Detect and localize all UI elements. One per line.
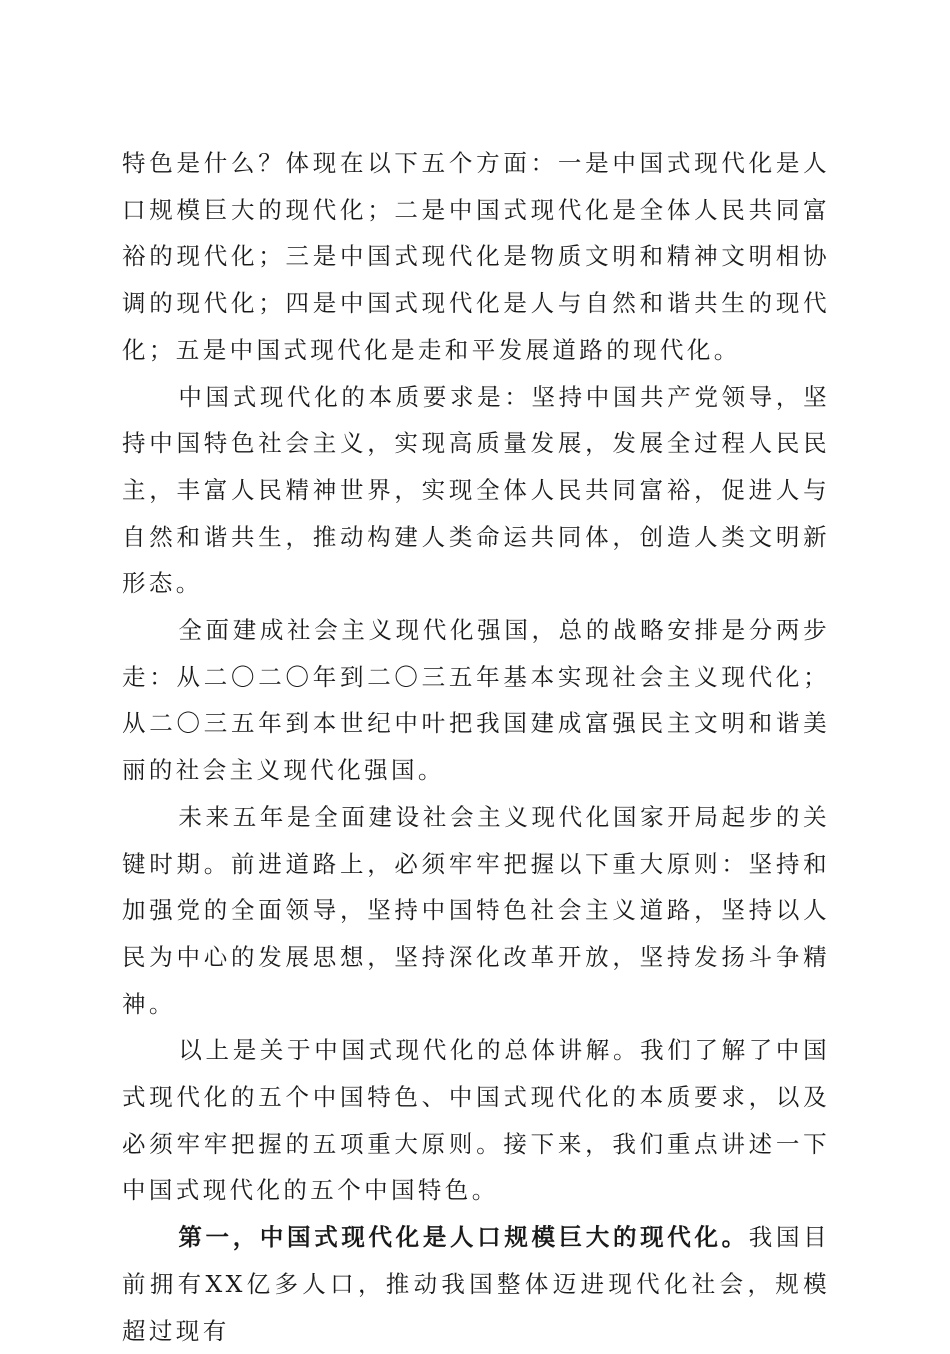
paragraph-6 — [122, 1214, 830, 1354]
paragraph-4: 未来五年是全面建设社会主义现代化国家开局起步的关键时期。前进道路上，必须牢牢把握以下重大原则：坚持和加强党的全面领导，坚持中国特色社会主义道路，坚持以人民为中心的发展思想，坚持深化改革开放，坚持发扬斗争精神。 — [122, 802, 830, 1018]
paragraph-5: 以上是关于中国式现代化的总体讲解。我们了解了中国式现代化的五个中国特色、中国式现代化的本质要求，以及必须牢牢把握的五项重大原则。接下来，我们重点讲述一下中国式现代化的五个中国特色。 — [122, 1036, 830, 1205]
paragraph-3: 全面建成社会主义现代化强国，总的战略安排是分两步走：从二〇二〇年到二〇三五年基本实现社会主义现代化；从二〇三五年到本世纪中叶把我国建成富强民主文明和谐美丽的社会主义现代化强国。 — [122, 616, 830, 785]
paragraph-6-body: 我国目前拥有XX亿多人口，推动我国整体迈进现代化社会，规模超过现有 — [122, 1223, 831, 1345]
paragraph-1: 特色是什么？体现在以下五个方面：一是中国式现代化是人口规模巨大的现代化；二是中国式现代化是全体人民共同富裕的现代化；三是中国式现代化是物质文明和精神文明相协调的现代化；四是中国式现代化是人与自然和谐共生的现代化；五是中国式现代化是走和平发展道路的现代化。 — [122, 149, 830, 364]
paragraph-6-heading: 第一，中国式现代化是人口规模巨大的现代化。 — [178, 1223, 749, 1252]
paragraph-2: 中国式现代化的本质要求是：坚持中国共产党领导，坚持中国特色社会主义，实现高质量发展，发展全过程人民民主，丰富人民精神世界，实现全体人民共同富裕，促进人与自然和谐共生，推动构建人类命运共同体，创造人类文明新形态。 — [122, 382, 830, 598]
document-body — [122, 140, 830, 1354]
